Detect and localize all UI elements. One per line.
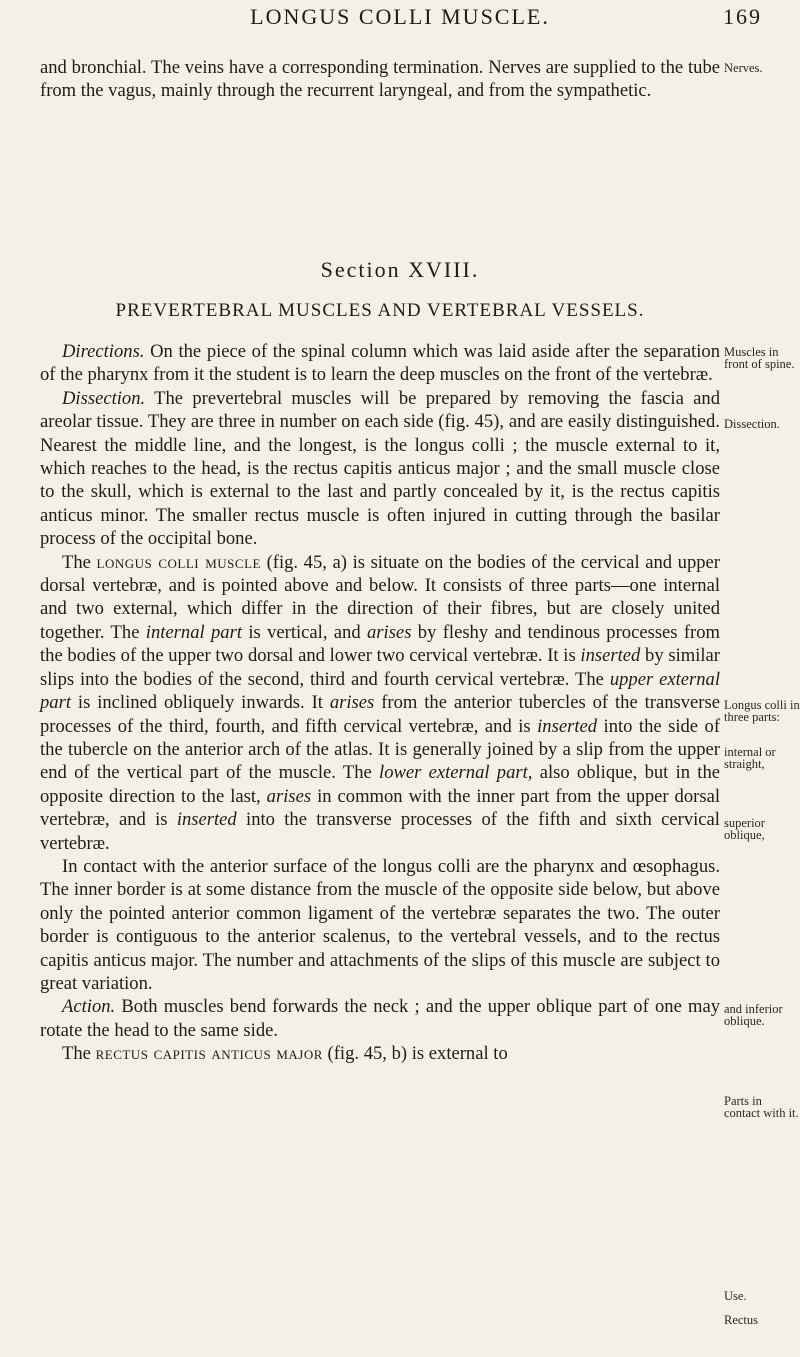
directions-label: Directions.: [62, 341, 145, 362]
margin-note-nerves: Nerves.: [724, 61, 763, 75]
action-paragraph: Action. Both muscles bend forwards the neck ; and the upper oblique part of one may rotate the head to the same side.: [40, 996, 721, 1041]
margin-note-internal: internal or straight,: [724, 745, 776, 771]
contact-paragraph: In contact with the anterior surface of the longus colli are the pharynx and œsophagus. The inner border is at some distance from the muscle of the opposite side below, but above only the pointed anterior common ligament of the vertebræ separates the two. The outer border is contiguous to the anterior scalenus, to the vertebral vessels, and to the rectus capitis anticus major. The number and attachments of the slips of this muscle are subject to great variation.: [40, 855, 720, 994]
dissection-paragraph: Dissection. The prevertebral muscles will be prepared by removing the fascia and areolar tissue. They are three in number on each side (fig. 45), and are easily distinguished. Nearest the middle line, and the longest, is the longus colli ; the muscle external to it, which reaches to the head, is the rectus capitis anticus major ; and the small muscle close to the skull, which is external to the last and partly concealed by it, is the rectus capitis anticus minor. The smaller rectus muscle is often injured in cutting through the basilar process of the occipital bone.: [40, 387, 720, 550]
longus-colli-paragraph: The longus colli muscle (fig. 45, a) is situate on the bodies of the cervical and upper dorsal vertebræ, and is pointed above and below. It consists of three parts—one internal and two external, which differ in the direction of their fibres, but are closely united together. The internal part is vertical, and arises by fleshy and tendinous processes from the bodies of the upper two dorsal and lower two cervical vertebræ. It is inserted by similar slips into the bodies of the second, third and fourth cervical vertebræ. The upper external part is inclined obliquely inwards. It arises from the anterior tubercles of the transverse processes of the third, fourth, and fifth cervical vertebræ, and is inserted into the side of the tubercle on the anterior arch of the atlas. It is generally joined by a slip from the upper end of the vertical part of the muscle. The lower external part, also oblique, but in the opposite direction to the last, arises in common with the inner part from the upper dorsal vertebræ, and is inserted into the transverse processes of the fifth and sixth cervical vertebræ.: [40, 551, 721, 854]
margin-note-superior: superior oblique,: [724, 816, 765, 842]
directions-paragraph: Directions. On the piece of the spinal column which was laid aside after the separation of the pharynx from it the student is to learn the deep muscles on the front of the vertebræ.: [40, 341, 720, 386]
section-number: Section XVIII.: [320, 257, 480, 282]
top-paragraph: and bronchial. The veins have a corresponding termination. Nerves are supplied to the tube from the vagus, mainly through the recurrent laryngeal, and from the sympathetic.: [40, 57, 720, 102]
main-text: [40, 340, 720, 1066]
dissection-label: Dissection.: [62, 387, 146, 409]
page-number: 169: [723, 4, 762, 29]
rectus-paragraph: The rectus capitis anticus major (fig. 45, b) is external to: [62, 1043, 508, 1065]
margin-note-rectus: Rectus: [724, 1313, 759, 1327]
margin-note-dissection: Dissection.: [724, 417, 780, 431]
margin-note-contact: Parts in contact with it.: [724, 1094, 799, 1120]
margin-note-inferior: and inferior oblique.: [724, 1002, 783, 1028]
running-title: LONGUS COLLI MUSCLE.: [250, 4, 550, 29]
margin-note-use: Use.: [724, 1289, 747, 1303]
section-title: PREVERTEBRAL MUSCLES AND VERTEBRAL VESSELS.: [115, 300, 645, 321]
margin-note-longus-colli: Longus colli in three parts:: [724, 698, 800, 724]
running-header: [0, 4, 800, 36]
action-label: Action.: [62, 996, 116, 1018]
margin-note-muscles: Muscles in front of spine.: [724, 345, 795, 371]
